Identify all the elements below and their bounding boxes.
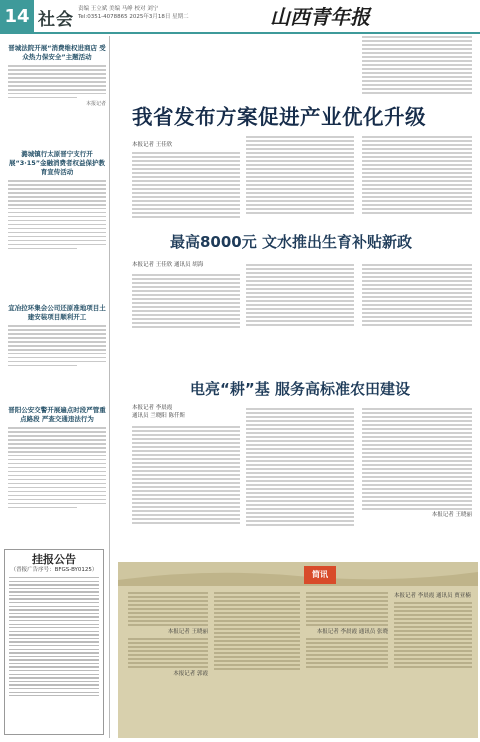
article-2-col-1 [132,272,240,330]
article-3-col-2 [246,406,354,528]
brief-credit-3: 本报记者 李晨霞 通讯员 张晓 [316,628,388,635]
main-body-col-3 [362,134,472,216]
sidebar-article-title: 晋阳公安交警开展遍点时段严管重点路段 严查交通违法行为 [8,406,106,423]
article-2-headline: 最高8000元 文水推出生育补贴新政 [170,233,412,251]
sidebar-article-2 [8,150,106,252]
masthead-meta [78,5,208,21]
main-body-col-2 [246,134,354,216]
article-3-headline: 电亮“耕”基 服务高标准农田建设 [190,380,410,398]
sidebar-article-title: 宜冶拉环集会公司还原准地项目土建安装项目顺利开工 [8,304,106,321]
page-number: 14 [0,0,34,34]
brief-tag: 简讯 [304,566,336,584]
sidebar-article-4 [8,406,106,511]
article-2-author: 本报记者 王佳欣 通讯员 胡海 [132,262,204,268]
sidebar-article-3 [8,304,106,369]
editor-line: 责编 王立斌 美编 马峥 校对 刘宁 [78,6,159,12]
legal-notice-title: 挂报公告 [32,553,76,566]
brand-logo [268,2,388,30]
sidebar-byline: 本报记者 [85,100,106,107]
masthead [0,0,480,34]
article-3-author: 本报记者 李晨霞 [132,405,173,411]
date-line: Tel:0351-4078865 2025年3月18日 星期二 [78,14,189,20]
sidebar-article-title: 潞城镇行太原晋宁支行开展“3·15”金融消费者权益保护教育宣传活动 [8,150,106,176]
section-name: 社会 [38,10,74,30]
news-brief-box [118,562,478,738]
sidebar-article-title: 晋城法院开展“消费维权进商店 受众热力保安全”主题活动 [8,44,106,61]
brief-col-1 [128,590,208,678]
brief-col-3 [306,590,388,670]
legal-notice-subtitle: （晋报广告序号：BFGS-BY0125） [10,567,98,573]
brief-col-4 [394,590,472,670]
article-2-col-2 [246,262,354,328]
brief-credit-2: 本报记者 郭霞 [173,670,208,677]
main-author: 本报记者 王佳欣 [132,142,173,148]
main-body-col-1 [132,150,240,220]
sidebar-article-1 [8,44,106,109]
brief-col-2 [214,590,300,672]
brief-credit-1: 本报记者 王晓丽 [167,628,208,635]
brief-banner [118,562,478,586]
main-body-col-3-top [362,34,472,96]
article-2-col-3 [362,262,472,328]
article-3-col-3 [362,406,472,519]
article-3-col-1 [132,424,240,526]
main-headline: 我省发布方案促进产业优化升级 [132,105,426,129]
article-3-credit: 本报记者 王晓丽 [431,511,472,518]
brief-credit-4: 本报记者 李晨霞 通讯员 贾亚楠 [394,593,471,599]
brand-logo-text: 山西青年报 [270,5,370,29]
article-3-author-2: 通讯员 兰晓阳 陈仟斯 [132,413,185,419]
legal-notice-box [4,549,104,735]
